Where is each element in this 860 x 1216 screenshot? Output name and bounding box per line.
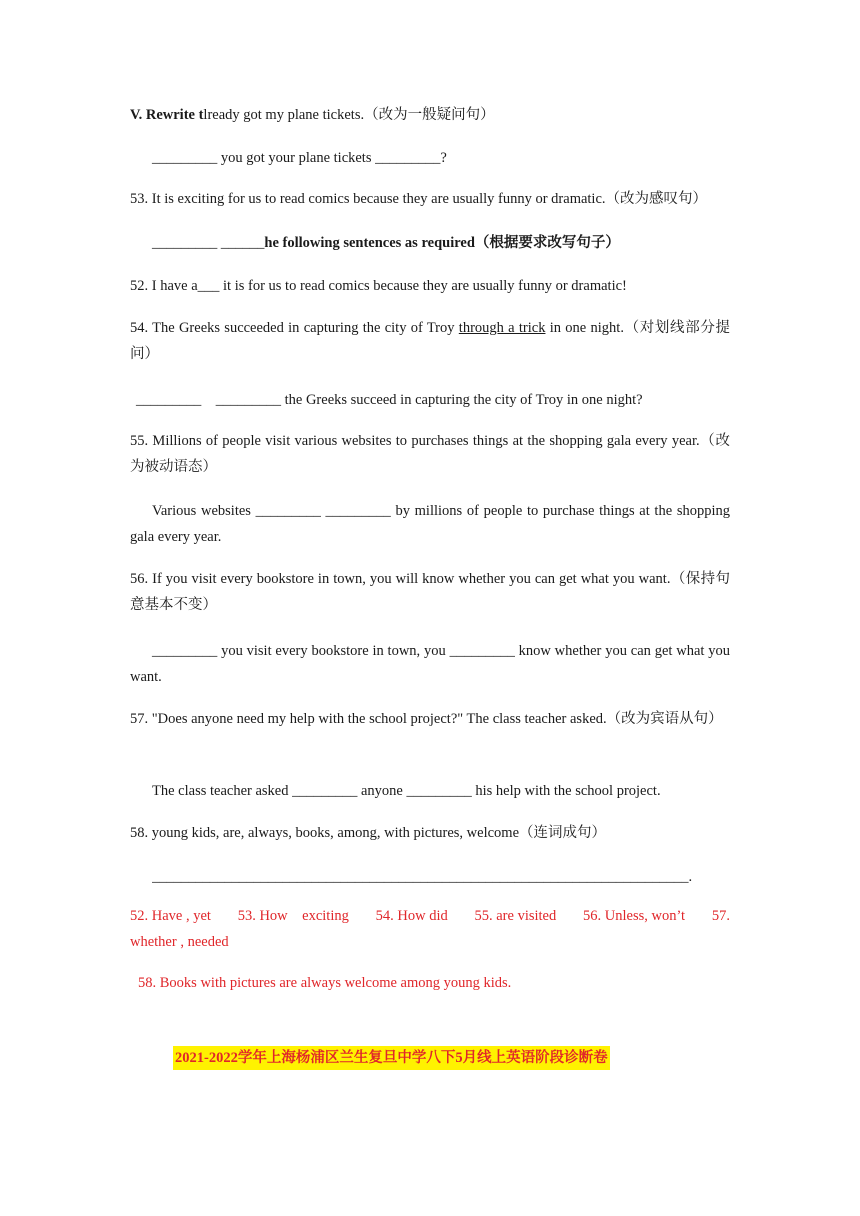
answer-53: 53. How exciting (237, 908, 349, 924)
q55-answer-line: Various websites _________ _________ by millions of people to purchase things at the shopping gala every year. (130, 503, 730, 545)
q52-prompt: 52. I have a___ it is for us to read comics because they are usually funny or dramatic! (130, 278, 627, 294)
q57-prompt: 57. "Does anyone need my help with the school project?" The class teacher asked.（改为宾语从句） (130, 711, 723, 727)
q57-answer-line: The class teacher asked _________ anyone _________ his help with the school project. (152, 783, 661, 799)
exam-title-banner: 2021-2022学年上海杨浦区兰生复旦中学八下5月线上英语阶段诊断卷 (173, 1046, 610, 1070)
q55-prompt: 55. Millions of people visit various websites to purchases things at the shopping gala every year.（改为被动语态） (130, 433, 730, 475)
q54-text-a: 54. The Greeks succeeded in capturing the city of Troy (130, 320, 459, 336)
q54-text-b: in one night.（对划线部分提问） (130, 320, 730, 362)
answer-57-number: 57. (711, 908, 730, 924)
answer-58: 58. Books with pictures are always welcome among young kids. (138, 975, 512, 991)
answer-56: 56. Unless, won’t (583, 908, 686, 924)
q56-prompt: 56. If you visit every bookstore in town, you will know whether you can get what you want.（保持句意基本不变） (130, 571, 730, 613)
q53-prompt: 53. It is exciting for us to read comics because they are usually funny or dramatic.（改为感叹句） (130, 191, 708, 207)
answer-row-1 (130, 903, 730, 929)
line-section-heading (130, 102, 730, 128)
q53-blanks: _________ ______ (152, 235, 265, 251)
q54-underlined: through a trick (458, 320, 546, 336)
section-heading-rest: lready got my plane tickets.（改为一般疑问句） (203, 107, 495, 123)
section-instruction-bold: he following sentences as required（根据要求改写句子） (264, 235, 620, 251)
q58-answer-line: __________________________________________________________________________. (152, 869, 693, 885)
q56-answer-line: _________ you visit every bookstore in town, you _________ know whether you can get what you want. (130, 643, 730, 685)
q54-prompt (130, 315, 730, 367)
answer-55: 55. are visited (474, 908, 557, 924)
q53-answer-line (152, 230, 730, 256)
answer-54: 54. How did (375, 908, 448, 924)
q58-prompt: 58. young kids, are, always, books, among, with pictures, welcome（连词成句） (130, 825, 607, 841)
q54-answer-line: _________ _________ the Greeks succeed in capturing the city of Troy in one night? (136, 392, 643, 408)
answer-52: 52. Have , yet (130, 908, 211, 924)
answer-57-text: whether , needed (130, 934, 229, 950)
section-heading-bold: V. Rewrite t (130, 107, 204, 123)
q52-answer-line: _________ you got your plane tickets _________? (152, 150, 447, 166)
